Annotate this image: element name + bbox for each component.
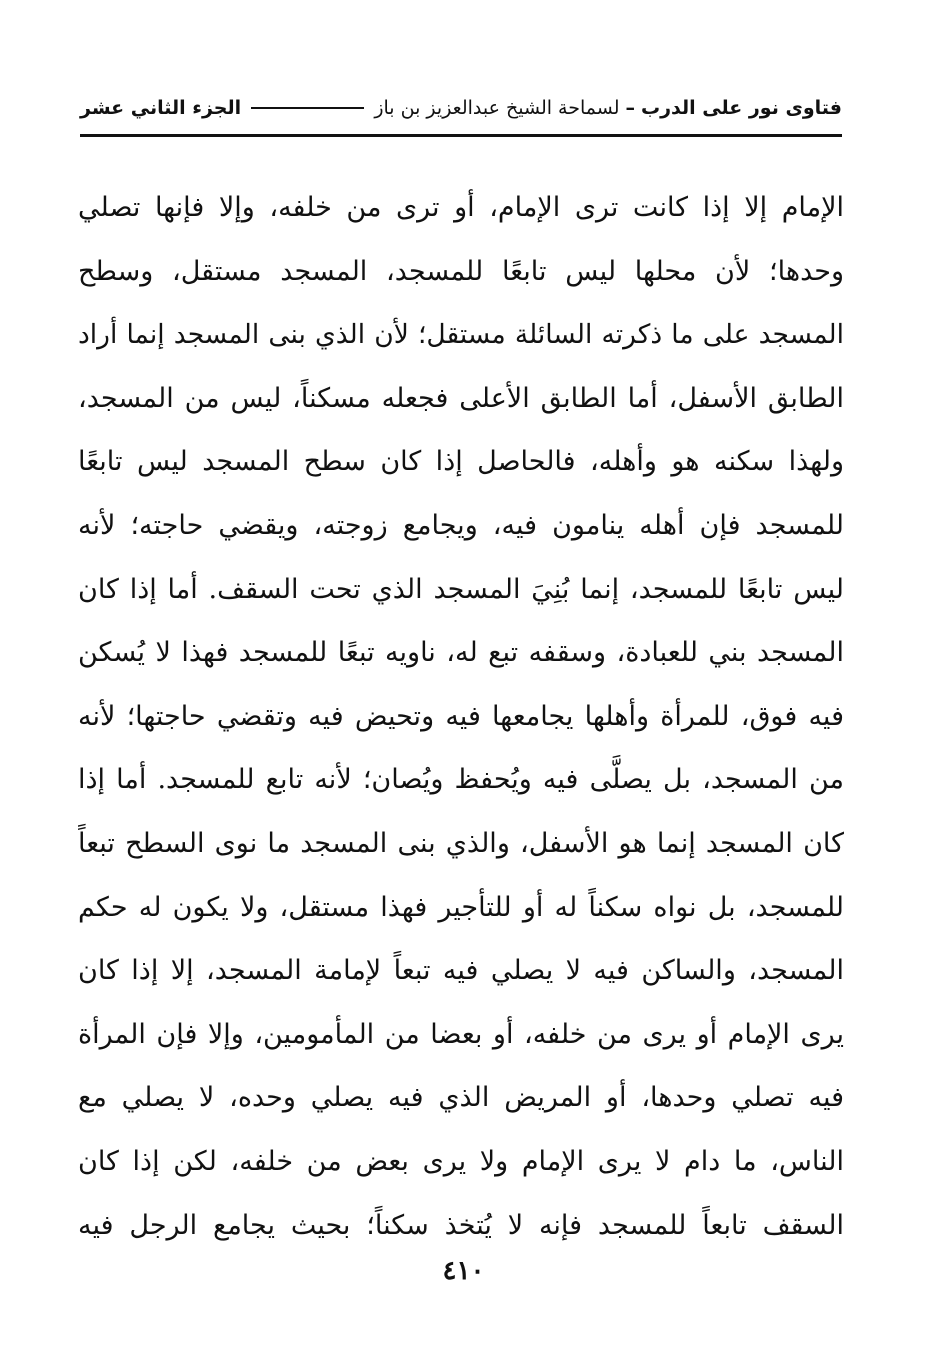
text-line: يرى الإمام أو يرى من خلفه، أو بعضا من المأمومين، وإلا فإن المرأة (78, 1018, 844, 1050)
text-line: الطابق الأسفل، أما الطابق الأعلى فجعله مسكناً، ليس من المسجد، (78, 382, 844, 414)
text-line: للمسجد، بل نواه سكناً له أو للتأجير فهذا مستقل، ولا يكون له حكم (78, 891, 844, 923)
header-divider (80, 134, 842, 137)
text-line: المسجد، والساكن فيه لا يصلي فيه تبعاً لإمامة المسجد، إلا إذا كان (78, 955, 844, 987)
text-line: السقف تابعاً للمسجد فإنه لا يُتخذ سكناً؛ بحيث يجامع الرجل فيه (78, 1209, 844, 1241)
running-header (80, 88, 842, 128)
text-line: ولهذا سكنه هو وأهله، فالحاصل إذا كان سطح المسجد ليس تابعًا (78, 446, 844, 478)
text-line: المسجد على ما ذكرته السائلة مستقل؛ لأن الذي بنى المسجد إنما أراد (78, 319, 844, 351)
header-dash-rule (251, 107, 364, 109)
text-line: فيه تصلي وحدها، أو المريض الذي فيه يصلي وحده، لا يصلي مع (78, 1082, 844, 1114)
text-line: وحدها؛ لأن محلها ليس تابعًا للمسجد، المسجد مستقل، وسطح (78, 255, 844, 287)
volume-part: الجزء الثاني عشر (80, 97, 242, 119)
text-line: كان المسجد إنما هو الأسفل، والذي بنى المسجد ما نوى السطح تبعاً (78, 827, 844, 859)
header-separator: – (625, 97, 635, 119)
author-name: لسماحة الشيخ عبدالعزيز بن باز (374, 97, 620, 119)
book-title: فتاوى نور على الدرب (641, 97, 842, 119)
page-number: ٤١٠ (442, 1256, 485, 1286)
text-line: من المسجد، بل يصلَّى فيه ويُحفظ ويُصان؛ لأنه تابع للمسجد. أما إذا (78, 764, 844, 796)
text-line: ليس تابعًا للمسجد، إنما بُنِيَ المسجد الذي تحت السقف. أما إذا كان (78, 573, 844, 605)
text-line: للمسجد فإن أهله ينامون فيه، ويجامع زوجته، ويقضي حاجته؛ لأنه (78, 509, 844, 541)
text-line: فيه فوق، للمرأة وأهلها يجامعها فيه وتحيض فيه وتقضي حاجتها؛ لأنه (78, 700, 844, 732)
text-line: الإمام إلا إذا كانت ترى الإمام، أو ترى من خلفه، وإلا فإنها تصلي (78, 192, 844, 223)
text-line: الناس، ما دام لا يرى الإمام ولا يرى بعض من خلفه، لكن إذا كان (78, 1145, 844, 1177)
body-text (78, 176, 844, 1257)
text-line: المسجد بني للعبادة، وسقفه تبع له، ناويه تبعًا للمسجد فهذا لا يُسكن (78, 637, 844, 669)
